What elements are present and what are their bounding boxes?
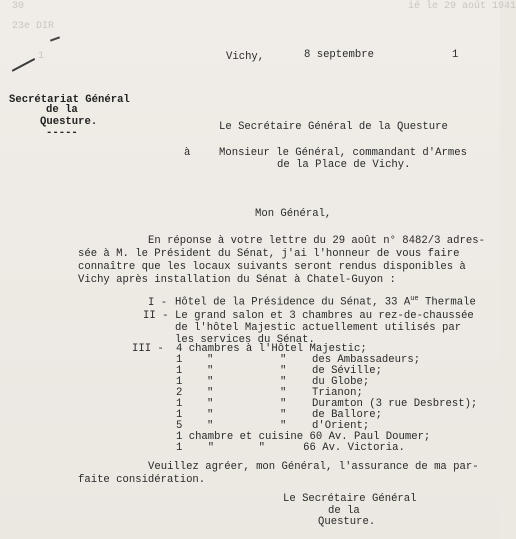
signature-line-2: de la <box>328 505 360 517</box>
row-ditto-2: " <box>280 398 287 410</box>
item-ii-number: II - <box>143 310 169 322</box>
closing-line-1: Veuillez agréer, mon Général, l'assurance de ma par- <box>148 461 479 473</box>
row-place: de Ballore; <box>312 409 382 421</box>
row-ditto-2: " <box>280 420 287 432</box>
header-date: 8 septembre <box>304 49 374 61</box>
row-count: 1 <box>176 409 183 421</box>
closing-line-2: faite considération. <box>78 474 206 486</box>
stamp-ref-top: ié le 29 août 1941 <box>408 1 516 12</box>
item-ii-line-1: Le grand salon et 3 chambres au rez-de-chaussée <box>175 310 474 322</box>
row-ditto-1: " <box>207 398 214 410</box>
pen-stroke-mark <box>12 58 36 72</box>
sender-line-1: Secrétariat Général <box>9 94 130 106</box>
salutation: Mon Général, <box>255 208 332 220</box>
row-place: de Séville; <box>312 365 382 377</box>
row-count: 1 <box>176 354 183 366</box>
row-count: 5 <box>176 420 183 432</box>
signature-line-3: Questure. <box>318 516 376 528</box>
row-ditto-1: " <box>207 387 214 399</box>
header-place: Vichy, <box>226 51 265 63</box>
item-i-number: I - <box>148 297 168 309</box>
body-line-2: sée à M. le Président du Sénat, j'ai l'honneur de vous faire <box>78 248 460 260</box>
body-line-4: Vichy après installation du Sénat à Chatel-Guyon : <box>78 274 396 286</box>
body-line-3: connaître que les locaux suivants seront rendus disponibles à <box>78 261 466 273</box>
item-ii-line-2: de l'hôtel Majestic actuellement utilisés par <box>175 322 462 334</box>
row-ditto-1: " <box>207 365 214 377</box>
stamp-mark-2: 23e DIR <box>12 21 55 32</box>
row-place: d'Orient; <box>312 420 370 432</box>
item-iii-first-line: 4 chambres à l'Hôtel Majestic; <box>176 343 367 355</box>
row-count: 1 <box>176 398 183 410</box>
to-line-1: Monsieur le Général, commandant d'Armes <box>219 147 467 159</box>
item-ii-line-3: les services du Sénat. <box>175 334 315 346</box>
row-ditto-1: " <box>207 420 214 432</box>
page-number: 1 <box>452 49 459 61</box>
to-line-2: de la Place de Vichy. <box>277 159 411 171</box>
row-ditto-2: " <box>280 354 287 366</box>
row-place: du Globe; <box>312 376 370 388</box>
stamp-mark-4: 1 <box>38 51 45 62</box>
row-ditto-1: " <box>207 376 214 388</box>
row-ditto-1: " <box>207 354 214 366</box>
pen-tick-mark <box>50 36 60 41</box>
item-iii-number: III - <box>132 343 164 355</box>
row-ditto-2: " <box>280 365 287 377</box>
item-iii-extra-1: 1 chambre et cuisine 60 Av. Paul Doumer; <box>176 431 431 443</box>
body-line-1: En réponse à votre lettre du 29 août n° 8482/3 adres- <box>148 235 485 247</box>
sender-rule: ----- <box>46 127 78 139</box>
row-count: 1 <box>176 365 183 377</box>
row-ditto-1: " <box>207 409 214 421</box>
row-place: Duramton (3 rue Desbrest); <box>312 398 478 410</box>
sender-line-2: de la <box>46 104 78 116</box>
item-i-text: Hôtel de la Présidence du Sénat, 33 $A^{ue}$ Thermale <box>175 295 476 309</box>
item-iii-extra-2: 1 " " 66 Av. Victoria. <box>176 442 405 454</box>
row-count: 1 <box>176 376 183 388</box>
to-prefix: à <box>184 147 191 159</box>
from-line: Le Secrétaire Général de la Questure <box>219 121 448 133</box>
row-count: 2 <box>176 387 183 399</box>
sender-line-3: Questure. <box>40 116 98 128</box>
signature-line-1: Le Secrétaire Général <box>283 493 417 505</box>
row-ditto-2: " <box>280 409 287 421</box>
stamp-mark-1: 30 <box>12 1 25 12</box>
row-place: Trianon; <box>312 387 363 399</box>
row-place: des Ambassadeurs; <box>312 354 421 366</box>
row-ditto-2: " <box>280 387 287 399</box>
row-ditto-2: " <box>280 376 287 388</box>
